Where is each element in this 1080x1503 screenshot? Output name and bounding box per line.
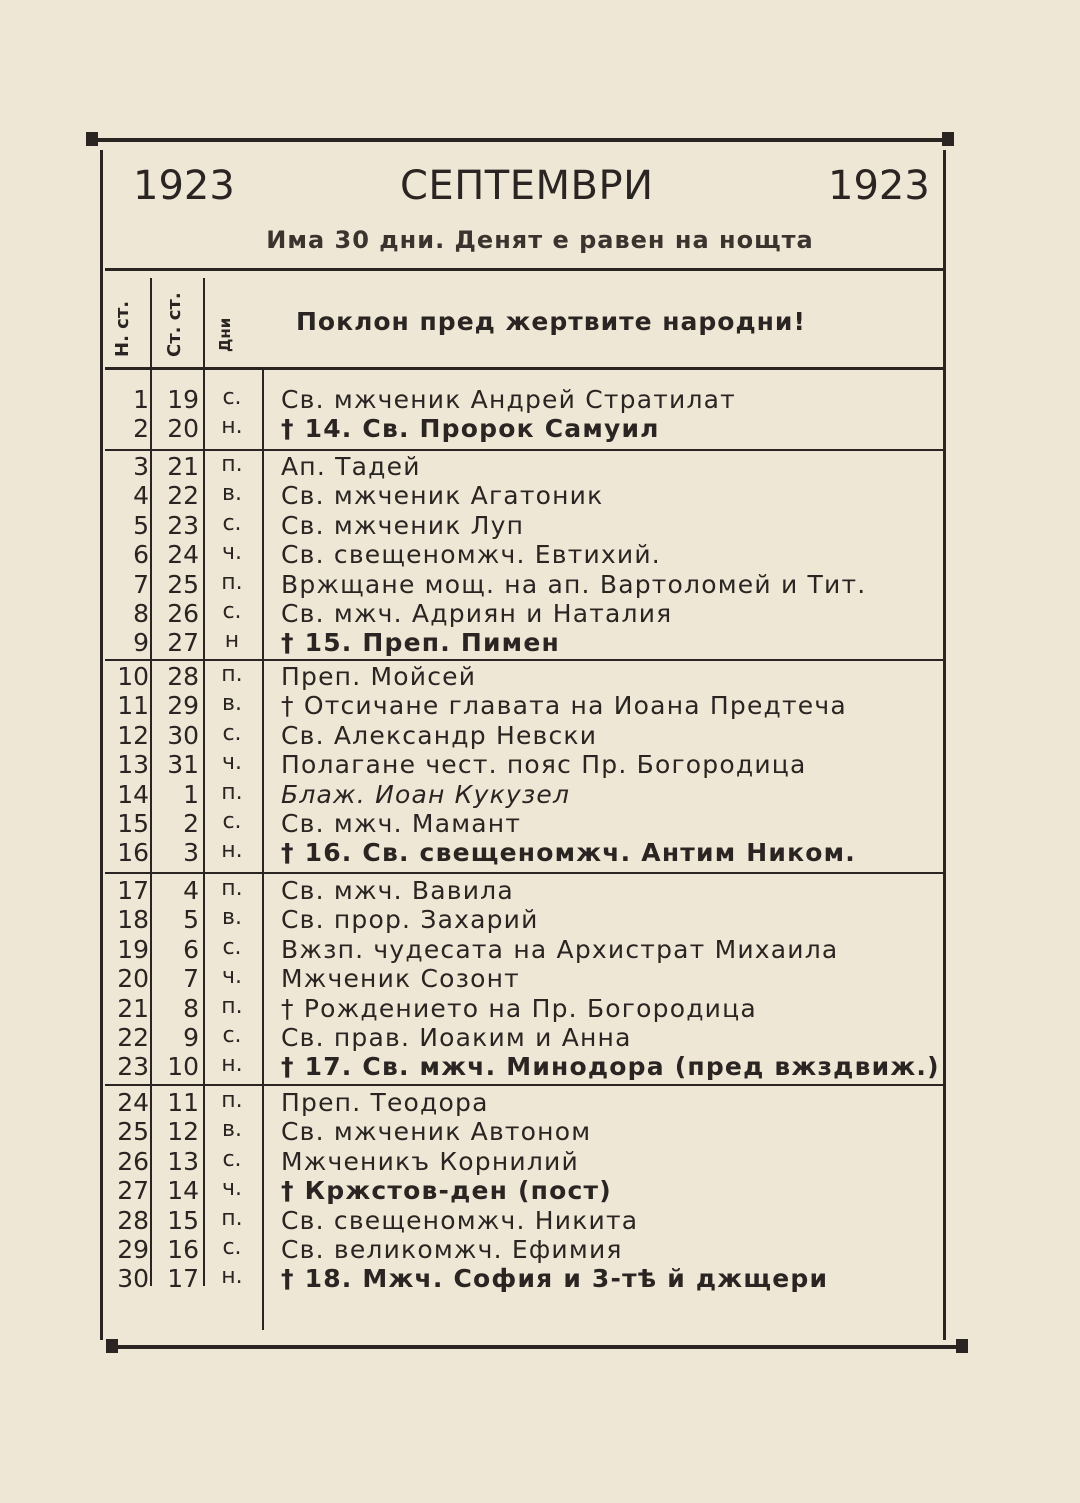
calendar-row: [105, 1206, 945, 1235]
old-style-date: 29: [167, 691, 199, 721]
new-style-date: 21: [117, 993, 149, 1023]
saint-day-text: Полагане чест. пояс Пр. Богородица: [281, 750, 807, 780]
weekday: с.: [222, 720, 242, 746]
corner-tr: [942, 132, 954, 146]
calendar-row: [105, 452, 945, 481]
old-style-date: 2: [183, 809, 199, 838]
weekday: с.: [222, 809, 242, 834]
old-style-date: 24: [167, 540, 199, 570]
month-subtitle: Има 30 дни. Денят е равен на нощта: [266, 226, 814, 254]
weekday: п.: [221, 1205, 243, 1231]
table-head-rule: [105, 367, 945, 370]
year-right: 1923: [828, 163, 930, 209]
old-style-date: 12: [167, 1117, 199, 1147]
bottom-rule: [110, 1345, 964, 1349]
weekday: с.: [222, 599, 242, 624]
old-style-date: 11: [167, 1088, 199, 1117]
week-rule-3: [105, 872, 945, 874]
calendar-row: [105, 1235, 945, 1264]
old-style-date: 8: [183, 993, 199, 1023]
new-style-date: 2: [133, 414, 149, 444]
weekday: в.: [222, 481, 242, 507]
weekday: п.: [221, 662, 243, 687]
calendar-row: [105, 1117, 945, 1146]
new-style-date: 26: [117, 1146, 149, 1176]
calendar-row: [105, 750, 945, 779]
saint-day-text: † 14. Св. Пророк Самуил: [281, 414, 660, 444]
top-rule: [92, 138, 954, 142]
calendar-row: [105, 540, 945, 569]
saint-day-text: Преп. Мойсей: [281, 662, 477, 691]
calendar-row: [105, 1088, 945, 1117]
saint-day-text: Св. мжч. Мамант: [281, 809, 522, 838]
new-style-date: 1: [133, 385, 149, 414]
saint-day-text: † 17. Св. мжч. Минодора (пред вжздвиж.): [281, 1052, 940, 1082]
old-style-date: 6: [183, 934, 199, 964]
old-style-date: 27: [167, 628, 199, 658]
calendar-row: [105, 570, 945, 599]
saint-day-text: Св. свещеномжч. Евтихий.: [281, 540, 661, 570]
old-style-date: 9: [183, 1023, 199, 1052]
weekday: н.: [221, 1264, 243, 1290]
new-style-date: 25: [117, 1117, 149, 1147]
new-style-date: 20: [117, 964, 149, 994]
header-rule: [105, 268, 945, 271]
saint-day-text: † Рождението на Пр. Богородица: [281, 993, 757, 1023]
old-style-date: 16: [167, 1235, 199, 1264]
calendar-row: [105, 385, 945, 414]
weekday: н: [224, 628, 240, 654]
saint-day-text: Св. мжч. Адриян и Наталия: [281, 599, 673, 628]
saint-day-text: Мжченик Созонт: [281, 964, 520, 994]
old-style-date: 30: [167, 720, 199, 750]
week-rule-4: [105, 1084, 945, 1086]
weekday: с.: [222, 510, 242, 536]
new-style-date: 4: [133, 481, 149, 511]
calendar-row: [105, 1023, 945, 1052]
weekday: в.: [222, 1117, 242, 1143]
new-style-date: 18: [117, 905, 149, 935]
calendar-row: [105, 994, 945, 1023]
weekday: п.: [221, 1088, 243, 1113]
old-style-date: 3: [183, 838, 199, 868]
saint-day-text: Св. мжченик Андрей Стратилат: [281, 385, 736, 414]
saint-day-text: † 16. Св. свещеномжч. Антим Ником.: [281, 838, 856, 868]
new-style-date: 6: [133, 540, 149, 570]
calendar-row: [105, 628, 945, 657]
saint-day-text: Преп. Теодора: [281, 1088, 489, 1117]
new-style-date: 27: [117, 1176, 149, 1206]
new-style-date: 10: [117, 662, 149, 691]
old-style-date: 25: [167, 569, 199, 599]
saint-day-text: Св. великомжч. Ефимия: [281, 1235, 623, 1264]
calendar-row: [105, 481, 945, 510]
new-style-date: 11: [117, 691, 149, 721]
saint-day-text: Св. мжченик Автоном: [281, 1117, 592, 1147]
calendar-row: [105, 935, 945, 964]
weekday: с.: [222, 1023, 242, 1048]
calendar-row: [105, 838, 945, 867]
calendar-row: [105, 876, 945, 905]
new-style-date: 14: [117, 779, 149, 809]
saint-day-text: Св. мжч. Вавила: [281, 876, 514, 905]
weekday: н.: [221, 414, 243, 440]
year-left: 1923: [133, 163, 235, 209]
calendar-row: [105, 414, 945, 443]
new-style-date: 22: [117, 1023, 149, 1052]
week-rule-2: [105, 659, 945, 661]
saint-day-text: Св. Александр Невски: [281, 720, 598, 750]
old-style-date: 5: [183, 905, 199, 935]
saint-day-text: Св. прав. Иоаким и Анна: [281, 1023, 632, 1052]
calendar-row: [105, 511, 945, 540]
weekday: н.: [221, 1052, 243, 1078]
old-style-date: 31: [167, 750, 199, 780]
old-style-date: 20: [167, 414, 199, 444]
weekday: с.: [222, 1146, 242, 1172]
old-style-date: 26: [167, 599, 199, 628]
calendar-row: [105, 662, 945, 691]
weekday: п.: [221, 993, 243, 1019]
weekday: н.: [221, 838, 243, 864]
weekday: ч.: [222, 964, 242, 990]
old-style-date: 23: [167, 510, 199, 540]
weekday: с.: [222, 934, 242, 960]
calendar-row: [105, 691, 945, 720]
month-title: СЕПТЕМВРИ: [400, 163, 654, 209]
new-style-date: 19: [117, 934, 149, 964]
old-style-date: 28: [167, 662, 199, 691]
calendar-row: [105, 599, 945, 628]
new-style-date: 7: [133, 569, 149, 599]
weekday: ч.: [222, 1176, 242, 1202]
old-style-date: 15: [167, 1205, 199, 1235]
saint-day-text: Св. мжченик Агатоник: [281, 481, 604, 511]
weekday: п.: [221, 779, 243, 805]
weekday: ч.: [222, 540, 242, 566]
calendar-row: [105, 905, 945, 934]
old-style-date: 13: [167, 1146, 199, 1176]
saint-day-text: Ап. Тадей: [281, 452, 421, 481]
new-style-date: 13: [117, 750, 149, 780]
saint-day-text: † Кржстов-ден (пост): [281, 1176, 612, 1206]
weekday: п.: [221, 569, 243, 595]
col-old-style: Ст. ст.: [164, 292, 185, 357]
new-style-date: 9: [133, 628, 149, 658]
weekday: ч.: [222, 750, 242, 776]
calendar-row: [105, 1052, 945, 1081]
saint-day-text: † 18. Мжч. София и 3-тѣ й джщери: [281, 1264, 829, 1294]
weekday: с.: [222, 385, 242, 410]
saint-day-text: Блаж. Иоан Кукузел: [281, 779, 571, 809]
new-style-date: 23: [117, 1052, 149, 1082]
col-new-style: Н. ст.: [112, 300, 133, 357]
old-style-date: 4: [183, 876, 199, 905]
motto: Поклон пред жертвите народни!: [296, 307, 806, 336]
corner-br: [956, 1339, 968, 1353]
weekday: в.: [222, 691, 242, 717]
weekday: с.: [222, 1235, 242, 1260]
col-day: Дни: [216, 317, 234, 352]
new-style-date: 16: [117, 838, 149, 868]
new-style-date: 24: [117, 1088, 149, 1117]
old-style-date: 21: [167, 452, 199, 481]
calendar-row: [105, 809, 945, 838]
saint-day-text: Св. прор. Захарий: [281, 905, 539, 935]
calendar-row: [105, 964, 945, 993]
corner-bl: [106, 1339, 118, 1353]
new-style-date: 12: [117, 720, 149, 750]
saint-day-text: Св. свещеномжч. Никита: [281, 1205, 639, 1235]
old-style-date: 17: [167, 1264, 199, 1294]
new-style-date: 29: [117, 1235, 149, 1264]
corner-tl: [86, 132, 98, 146]
calendar-row: [105, 1176, 945, 1205]
saint-day-text: Вржщане мощ. на ап. Вартоломей и Тит.: [281, 569, 867, 599]
new-style-date: 3: [133, 452, 149, 481]
calendar-row: [105, 1264, 945, 1293]
new-style-date: 15: [117, 809, 149, 838]
weekday: п.: [221, 452, 243, 477]
saint-day-text: Мжченикъ Корнилий: [281, 1146, 579, 1176]
left-border: [100, 150, 103, 1340]
old-style-date: 14: [167, 1176, 199, 1206]
old-style-date: 7: [183, 964, 199, 994]
saint-day-text: Вжзп. чудесата на Архистрат Михаила: [281, 934, 839, 964]
old-style-date: 10: [167, 1052, 199, 1082]
calendar-row: [105, 721, 945, 750]
saint-day-text: † 15. Преп. Пимен: [281, 628, 560, 658]
calendar-row: [105, 1147, 945, 1176]
old-style-date: 1: [183, 779, 199, 809]
weekday: п.: [221, 876, 243, 901]
saint-day-text: † Отсичане главата на Иоана Предтеча: [281, 691, 847, 721]
new-style-date: 30: [117, 1264, 149, 1294]
calendar-row: [105, 780, 945, 809]
new-style-date: 17: [117, 876, 149, 905]
saint-day-text: Св. мжченик Луп: [281, 510, 525, 540]
new-style-date: 8: [133, 599, 149, 628]
old-style-date: 22: [167, 481, 199, 511]
new-style-date: 5: [133, 510, 149, 540]
weekday: в.: [222, 905, 242, 931]
new-style-date: 28: [117, 1205, 149, 1235]
week-rule-1: [105, 449, 945, 451]
old-style-date: 19: [167, 385, 199, 414]
